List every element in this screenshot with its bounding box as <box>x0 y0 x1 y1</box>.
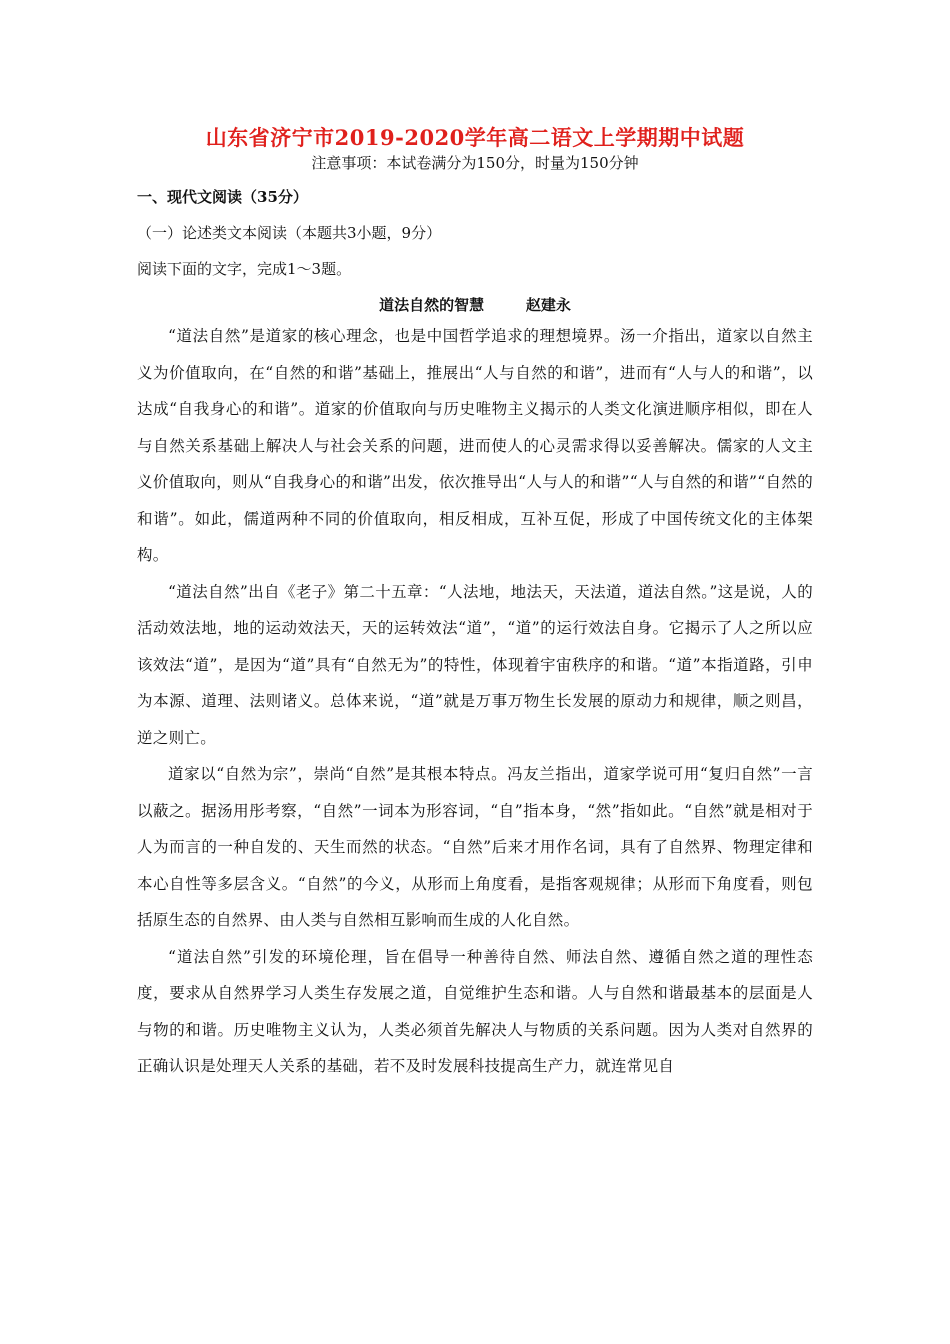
reading-instruction: 阅读下面的文字，完成1～3题。 <box>137 260 352 278</box>
subsection-heading: （一）论述类文本阅读（本题共3小题，9分） <box>137 224 442 242</box>
article-paragraph: “道法自然”出自《老子》第二十五章：“人法地，地法天，天法道，道法自然。”这是说，人的活动效法地，地的运动效法天，天的运转效法“道”，“道”的运行效法自身。它揭示了人之所以应该效法“道”，是因为“道”具有“自然无为”的特性，体现着宇宙秩序的和谐。“道”本指道路，引申为本源、道理、法则诸义。总体来说，“道”就是万事万物生长发展的原动力和规律，顺之则昌，逆之则亡。 <box>137 582 813 747</box>
article-paragraph: “道法自然”引发的环境伦理，旨在倡导一种善待自然、师法自然、遵循自然之道的理性态度，要求从自然界学习人类生存发展之道，自觉维护生态和谐。人与自然和谐最基本的层面是人与物的和谐。历史唯物主义认为，人类必须首先解决人与物质的关系问题。因为人类对自然界的正确认识是处理天人关系的基础，若不及时发展科技提高生产力，就连常见自 <box>137 947 813 1075</box>
section-heading: 一、现代文阅读（35分） <box>137 188 308 206</box>
exam-notice: 注意事项：本试卷满分为150分，时量为150分钟 <box>311 154 639 172</box>
article-body <box>137 318 813 1085</box>
exam-title: 山东省济宁市2019-2020学年高二语文上学期期中试题 <box>205 125 745 150</box>
article-title: 道法自然的智慧 赵建永 <box>379 296 571 314</box>
article-paragraph: 道家以“自然为宗”，崇尚“自然”是其根本特点。冯友兰指出，道家学说可用“复归自然”一言以蔽之。据汤用彤考察，“自然”一词本为形容词，“自”指本身，“然”指如此。“自然”就是相对于人为而言的一种自发的、天生而然的状态。“自然”后来才用作名词，具有了自然界、物理定律和本心自性等多层含义。“自然”的今义，从形而上角度看，是指客观规律；从形而下角度看，则包括原生态的自然界、由人类与自然相互影响而生成的人化自然。 <box>137 765 813 929</box>
article-paragraph: “道法自然”是道家的核心理念，也是中国哲学追求的理想境界。汤一介指出，道家以自然主义为价值取向，在“自然的和谐”基础上，推展出“人与自然的和谐”，进而有“人与人的和谐”，以达成“自我身心的和谐”。道家的价值取向与历史唯物主义揭示的人类文化演进顺序相似，即在人与自然关系基础上解决人与社会关系的问题，进而使人的心灵需求得以妥善解决。儒家的人文主义价值取向，则从“自我身心的和谐”出发，依次推导出“人与人的和谐”“人与自然的和谐”“自然的和谐”。如此，儒道两种不同的价值取向，相反相成，互补互促，形成了中国传统文化的主体架构。 <box>137 327 813 564</box>
